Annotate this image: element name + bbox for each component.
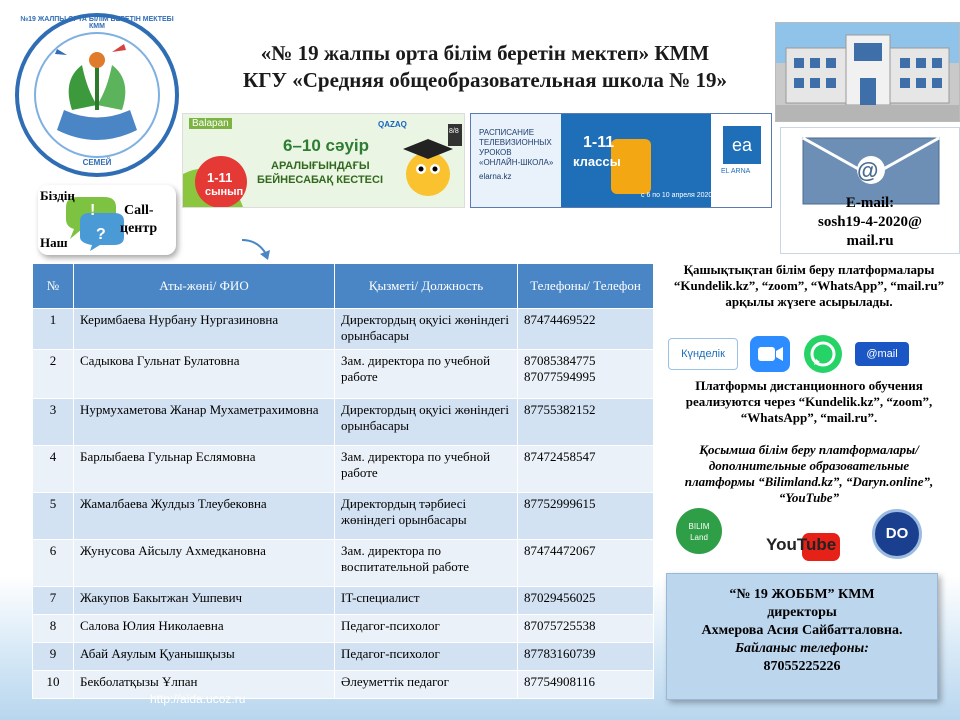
director-name: Ахмерова Асия Сайбатталовна. [701,623,903,638]
call-center-card[interactable] [38,185,176,255]
call-center-label-center: центр [120,221,158,236]
svg-text:?: ? [96,226,106,243]
staff-phone[interactable]: 87075725538 [518,615,654,643]
row-number: 3 [33,399,74,446]
banner-kz-dates: 6–10 сәуір [283,136,370,155]
logo-city: СЕМЕЙ [82,158,112,167]
page-title [185,40,785,94]
director-phone[interactable]: 87055225226 [763,659,841,674]
table-row [33,446,654,493]
platforms-info-ru [664,378,954,426]
email-label: E-mail: [845,195,895,211]
bilimland-icon[interactable] [676,508,722,554]
table-row [33,615,654,643]
staff-role: Зам. директора по воспитательной работе [335,540,518,587]
staff-contacts-table [32,263,654,699]
staff-role: Директордың тәрбиесі жөніндегі орынбасары [335,493,518,540]
staff-role: Зам. директора по учебной работе [335,446,518,493]
svg-text:!: ! [90,202,96,219]
banner-ru-line4: «ОНЛАЙН-ШКОЛА» [479,158,554,167]
table-row [33,540,654,587]
call-center-label-nash: Наш [40,235,68,250]
table-header-row [33,264,654,309]
email-address-line2[interactable]: mail.ru [846,233,894,249]
bilimland-icon-label2: Land [690,533,708,542]
staff-phone[interactable]: 87085384775 87077594995 [518,350,654,399]
platforms-extra [684,442,934,506]
email-address-line1[interactable]: sosh19-4-2020@ [818,214,922,230]
whatsapp-icon[interactable] [804,335,842,373]
platforms-text-extra: Қосымша білім беру платформалары/дополнительные образовательные платформы “Bilimland.kz”, “Daryn.online”, “YouTube” [684,442,934,505]
banner-ru-grades-word: классы [573,154,621,169]
daryn-online-icon[interactable] [872,509,922,559]
staff-name: Барлыбаева Гульнар Еслямовна [74,446,335,493]
banner-ru-dates: с 6 по 10 апреля 2020 г. [641,192,718,199]
school-logo [12,10,182,180]
row-number: 5 [33,493,74,540]
staff-name: Садыкова Гульнат Булатовна [74,350,335,399]
banner-kz-subtitle2: БЕЙНЕСАБАҚ КЕСТЕСІ [257,174,384,186]
staff-phone[interactable]: 87474472067 [518,540,654,587]
staff-role: Педагог-психолог [335,643,518,671]
director-school: “№ 19 ЖОББМ” КММ [729,587,875,602]
watermark: http://aida.ucoz.ru [150,692,246,706]
arrow-down-icon [238,236,278,264]
tv-lessons-banner-ru[interactable] [470,113,772,208]
banner-kz-grades: 1-11 [207,170,233,185]
staff-role: Директордың оқуісі жөніндегі орынбасары [335,399,518,446]
staff-phone[interactable]: 87474469522 [518,309,654,350]
banner-ru-grades: 1-11 [583,134,615,151]
platforms-text-ru: Платформы дистанционного обучения реализуются через “Kundelik.kz”, “zoom”, “WhatsApp”, “mail.ru”. [685,378,933,425]
staff-phone[interactable]: 87472458547 [518,446,654,493]
banner-kz-grades-word: сынып [205,186,244,198]
staff-name: Керимбаева Нурбану Нургазиновна [74,309,335,350]
row-number: 1 [33,309,74,350]
kundelik-icon[interactable] [668,338,738,370]
staff-phone[interactable]: 87029456025 [518,587,654,615]
banner-ru-site: elarna.kz [479,172,512,181]
title-line-kz: «№ 19 жалпы орта білім беретін мектеп» КММ [260,41,710,65]
banner-ru-line1: РАСПИСАНИЕ [479,128,535,137]
staff-name: Нурмухаметова Жанар Мухаметрахимовна [74,399,335,446]
el-arna-logo-icon: ea [723,126,761,164]
table-row [33,350,654,399]
kundelik-icon-label: Күнделік [681,348,725,360]
staff-phone[interactable]: 87783160739 [518,643,654,671]
mail-ru-icon-label: @mail [866,348,898,360]
bilimland-icon-label1: BILIM [688,522,710,531]
column-header-name: Аты-жөні/ ФИО [74,264,335,309]
staff-role: Әлеуметтік педагог [335,671,518,699]
call-center-label-call: Call- [124,203,154,218]
column-header-phone: Телефоны/ Телефон [518,264,654,309]
table-row [33,671,654,699]
column-header-number: № [33,264,74,309]
column-header-role: Қызметі/ Должность [335,264,518,309]
daryn-online-icon-label: DO [885,525,909,542]
title-line-ru: КГУ «Средняя общеобразовательная школа № 19» [242,68,728,92]
banner-ru-line3: УРОКОВ [479,148,512,157]
staff-name: Салова Юлия Николаевна [74,615,335,643]
school-building-photo [775,22,960,122]
staff-role: Зам. директора по учебной работе [335,350,518,399]
banner-kz-brand2: QAZAQ [378,120,407,129]
banner-kz-badge: 8/8 [449,128,459,135]
zoom-icon[interactable] [750,336,790,372]
platforms-text-kz: Қашықтықтан білім беру платформалары “Kundelik.kz”, “zoom”, “WhatsApp”, “mail.ru” арқылы жүзеге асырылады. [673,262,945,309]
staff-name: Жакупов Бакытжан Ушпевич [74,587,335,615]
staff-phone[interactable]: 87755382152 [518,399,654,446]
row-number: 2 [33,350,74,399]
staff-name: Жунусова Айсылу Ахмедкановна [74,540,335,587]
staff-role: IT-специалист [335,587,518,615]
director-contact-card [666,573,938,700]
table-row [33,309,654,350]
mail-ru-icon[interactable] [855,342,909,366]
logo-ring-text: №19 ЖАЛПЫ ОРТА БІЛІМ БЕРЕТІН МЕКТЕБІ КММ [20,16,174,30]
director-phone-label: Байланыс телефоны: [735,641,869,656]
tv-lessons-banner-kz[interactable] [182,113,465,208]
row-number: 6 [33,540,74,587]
row-number: 4 [33,446,74,493]
director-title: директоры [767,605,837,620]
staff-phone[interactable]: 87754908116 [518,671,654,699]
email-card [780,127,960,254]
table-row [33,643,654,671]
staff-role: Директордың оқуісі жөніндегі орынбасары [335,309,518,350]
banner-ru-brand: EL ARNA [721,168,751,175]
at-sign-icon: @ [857,158,879,183]
staff-name: Абай Аяулым Қуанышқызы [74,643,335,671]
banner-kz-subtitle1: АРАЛЫҒЫНДАҒЫ [271,160,370,172]
youtube-icon[interactable] [766,530,842,564]
row-number: 7 [33,587,74,615]
platforms-info [664,262,954,310]
table-row [33,399,654,446]
banner-ru-line2: ТЕЛЕВИЗИОННЫХ [479,138,552,147]
staff-phone[interactable]: 87752999615 [518,493,654,540]
youtube-icon-label: YouTube [766,535,837,554]
table-row [33,493,654,540]
table-row [33,587,654,615]
banner-kz-brand: Balapan [189,118,232,129]
staff-name: Жамалбаева Жулдыз Тлеубековна [74,493,335,540]
staff-role: Педагог-психолог [335,615,518,643]
row-number: 8 [33,615,74,643]
staff-name: Бекболатқызы Ұлпан [74,671,335,699]
call-center-label-biz: Біздің [40,188,75,203]
row-number: 9 [33,643,74,671]
row-number: 10 [33,671,74,699]
